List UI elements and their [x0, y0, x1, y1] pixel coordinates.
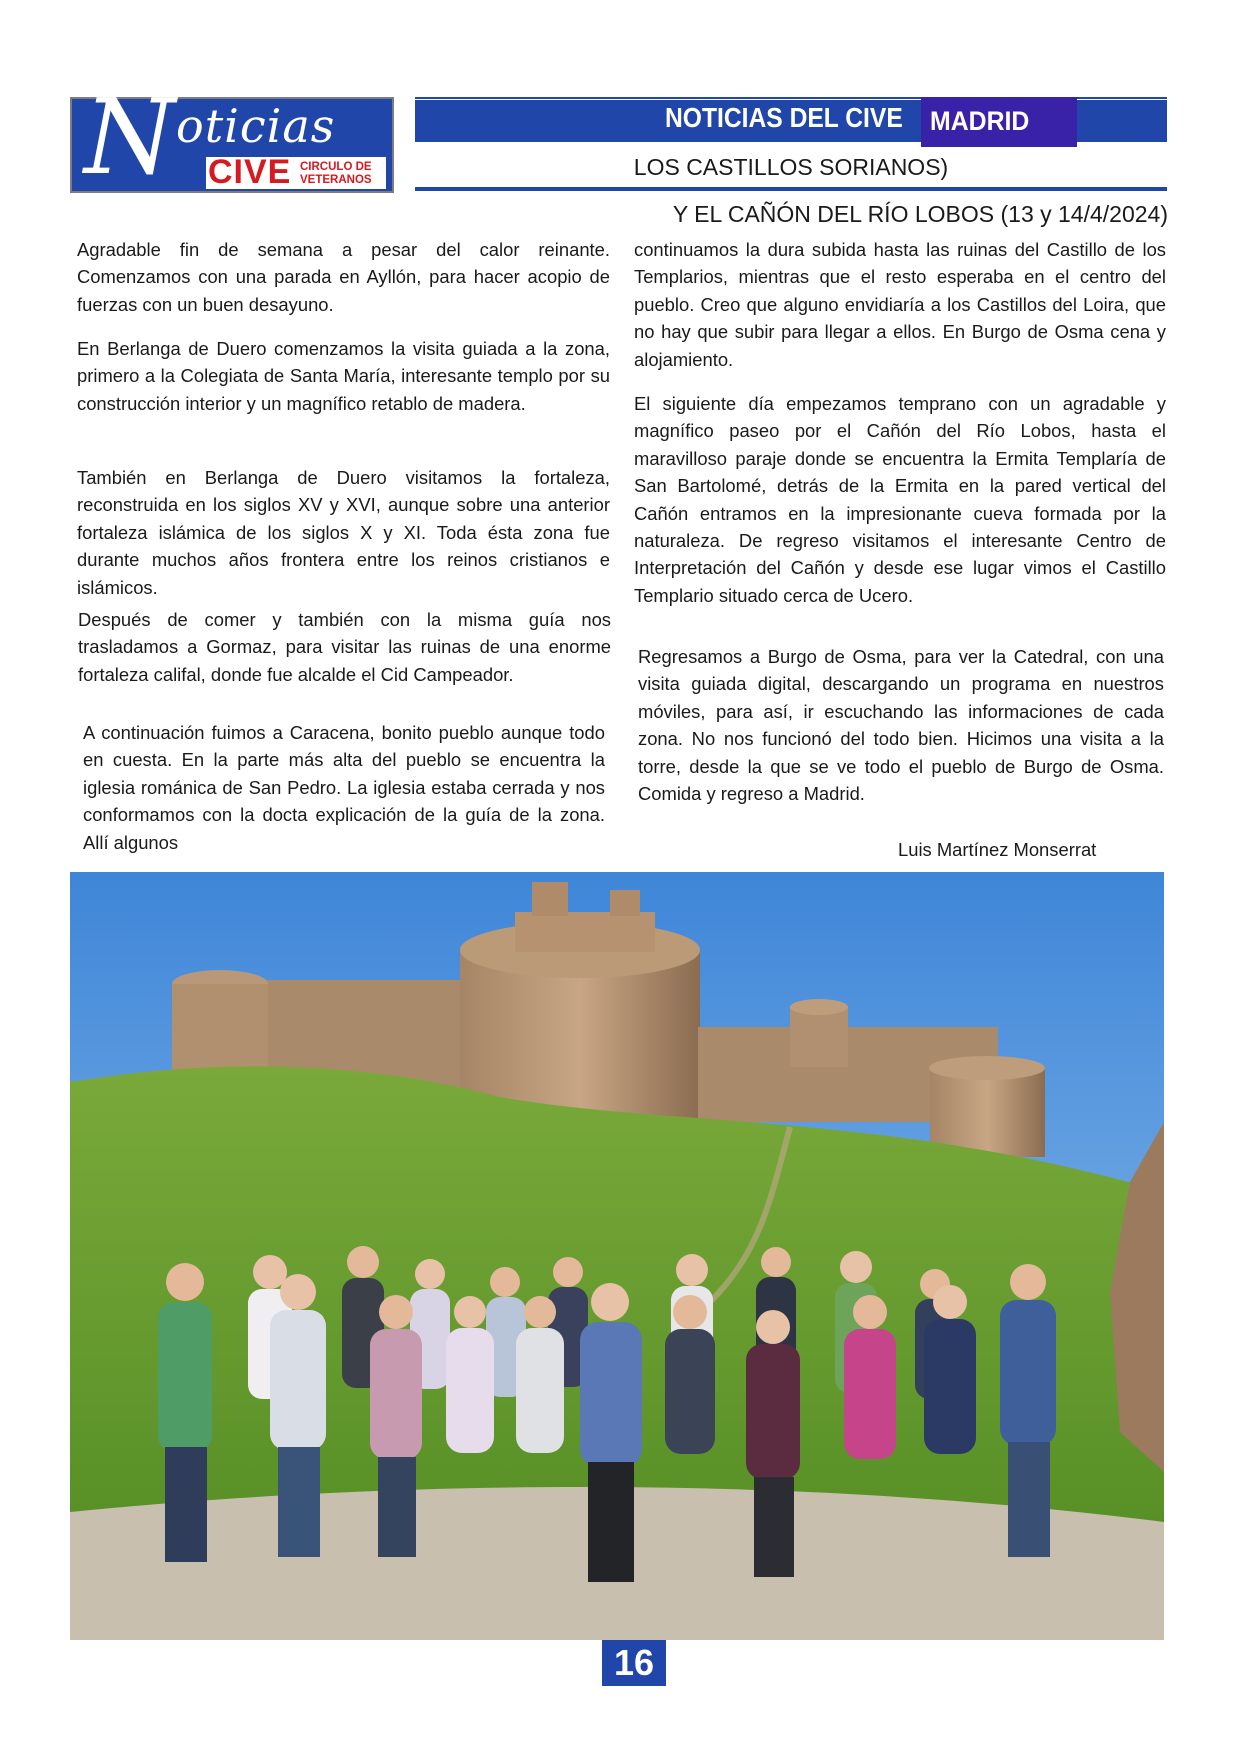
header-bottom-rule — [415, 187, 1167, 191]
logo-subtitle-line1: CIRCULO DE — [300, 161, 372, 173]
logo-initial: N — [84, 76, 175, 198]
headline-line2: Y EL CAÑÓN DEL RÍO LOBOS (13 y 14/4/2024) — [672, 201, 1168, 227]
left-paragraph-4: Después de comer y también con la misma guía nos trasladamos a Gormaz, para visitar las ruinas de una enorme fortaleza califal, donde fue alcalde el Cid Campeador. — [78, 609, 611, 685]
article-author: Luis Martínez Monserrat — [898, 839, 1097, 860]
logo-word: oticias — [176, 99, 336, 153]
left-paragraph-2: En Berlanga de Duero comenzamos la visita guiada a la zona, primero a la Colegiata de Santa María, interesante templo por su construcción interior y un magnífico retablo de madera. — [77, 338, 610, 414]
headline-line1: LOS CASTILLOS SORIANOS) — [633, 154, 949, 180]
left-paragraph-1: Agradable fin de semana a pesar del calor reinante. Comenzamos con una parada en Ayllón, para hacer acopio de fuerzas con un buen desayuno. — [77, 239, 610, 315]
region-label: MADRID — [930, 106, 1030, 136]
logo-brand: CIVE — [208, 153, 292, 191]
left-paragraph-5: A continuación fuimos a Caracena, bonito pueblo aunque todo en cuesta. En la parte más alta del pueblo se encuentra la iglesia románica de San Pedro. La iglesia estaba cerrada y nos conformamos con la docta explicación de la guía de la zona. Allí algunos — [83, 722, 605, 853]
page-number: 16 — [613, 1642, 655, 1683]
right-paragraph-2: El siguiente día empezamos temprano con un agradable y magnífico paseo por el Cañón del Río Lobos, hasta el maravilloso paraje donde se encuentra la Ermita Templaría de San Bartolomé, detrás de la Ermita en la pared vertical del Cañón entramos en la impresionante cueva formada por la naturaleza. De regreso visitamos el interesante Centro de Interpretación del Cañón y desde ese lugar vimos el Castillo Templario situado cerca de Ucero. — [634, 393, 1166, 606]
group-photo-castle — [70, 872, 1164, 1640]
right-paragraph-1: continuamos la dura subida hasta las ruinas del Castillo de los Templarios, mientras que el resto esperaba en el centro del pueblo. Creo que alguno envidiaría a los Castillos del Loira, que no hay que subir para llegar a ellos. En Burgo de Osma cena y alojamiento. — [634, 239, 1166, 370]
right-paragraph-3: Regresamos a Burgo de Osma, para ver la Catedral, con una visita guiada digital, descargando un programa en nuestros móviles, para así, ir escuchando las informaciones de cada zona. No nos funcionó del todo bien. Hicimos una visita a la torre, desde la que se ve todo el pueblo de Burgo de Osma. Comida y regreso a Madrid. — [638, 646, 1164, 805]
left-paragraph-3: También en Berlanga de Duero visitamos la fortaleza, reconstruida en los siglos XV y XVI, aunque sobre una anterior fortaleza islámica de los siglos X y XI. Toda ésta zona fue durante muchos años frontera entre los reinos cristianos e islámicos. — [77, 467, 610, 598]
section-title: NOTICIAS DEL CIVE — [665, 102, 903, 133]
logo-subtitle — [300, 161, 372, 186]
cive-logo — [70, 76, 394, 198]
logo-subtitle-line2: VETERANOS — [300, 173, 372, 186]
